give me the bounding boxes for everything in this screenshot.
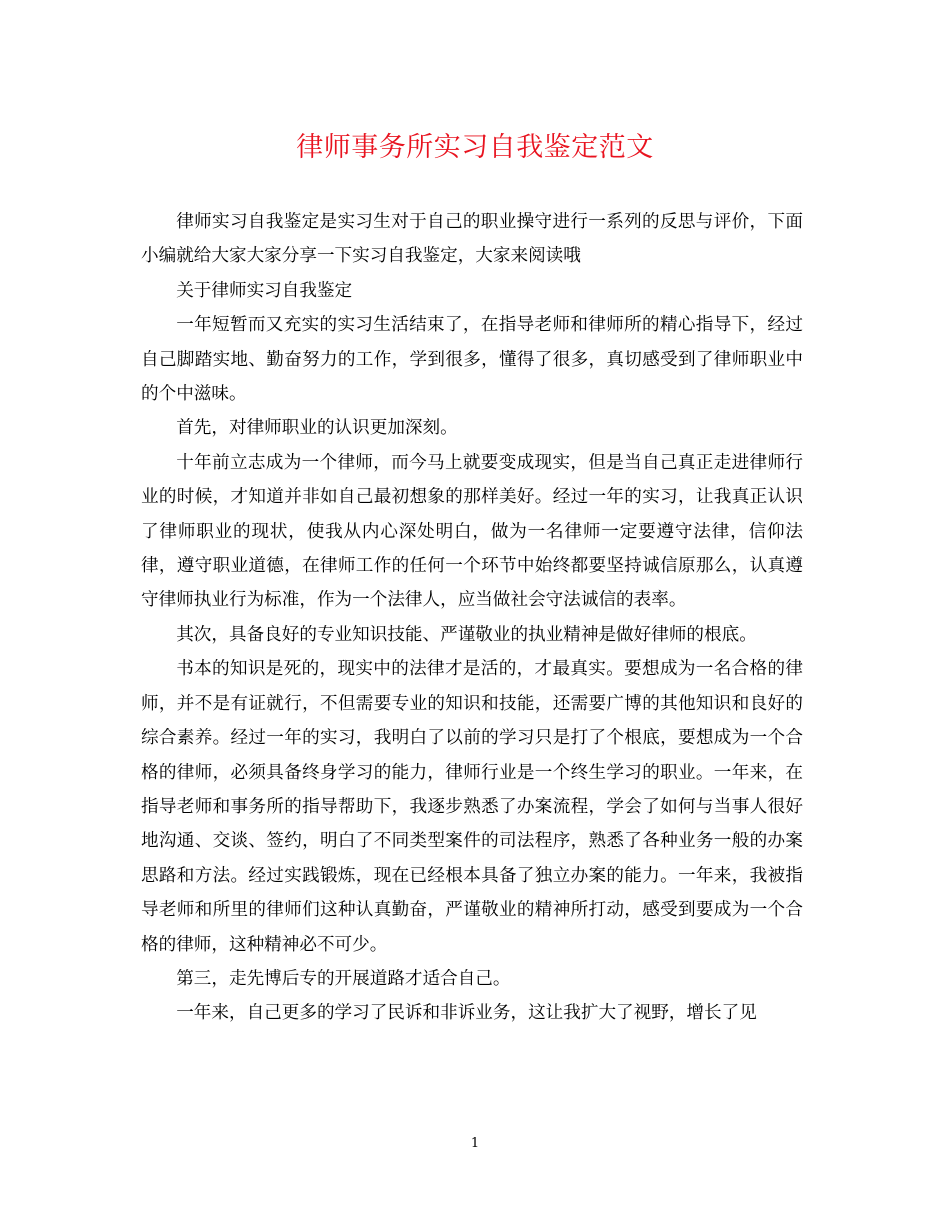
paragraph-point-first: 首先，对律师职业的认识更加深刻。	[176, 418, 458, 439]
document-body	[141, 205, 803, 1031]
paragraph-learning: 书本的知识是死的，现实中的法律才是活的，才最真实。要想成为一名合格的律师，并不是有证就行，不但需要专业的知识和技能，还需要广博的其他知识和良好的综合素养。经过一年的实习，我明白了以前的学习只是打了个根底，要想成为一个合格的律师，必须具备终身学习的能力，律师行业是一个终生学习的职业。一年来，在指导老师和事务所的指导帮助下，我逐步熟悉了办案流程，学会了如何与当事人很好地沟通、交谈、签约，明白了不同类型案件的司法程序，熟悉了各种业务一般的办案思路和方法。经过实践锻炼，现在已经根本具备了独立办案的能力。一年来，我被指导老师和所里的律师们这种认真勤奋，严谨敬业的精神所打动，感受到要成为一个合格的律师，这种精神必不可少。	[141, 659, 803, 955]
paragraph-summary: 一年短暂而又充实的实习生活结束了，在指导老师和律师所的精心指导下，经过自己脚踏实地、勤奋努力的工作，学到很多，懂得了很多，真切感受到了律师职业中的个中滋味。	[141, 315, 803, 405]
document-title: 律师事务所实习自我鉴定范文	[296, 132, 654, 163]
paragraph-practice: 一年来，自己更多的学习了民诉和非诉业务，这让我扩大了视野，增长了见	[176, 1003, 757, 1024]
page-number: 1	[470, 1136, 480, 1151]
paragraph-intro: 律师实习自我鉴定是实习生对于自己的职业操守进行一系列的反思与评价，下面小编就给大家大家分享一下实习自我鉴定，大家来阅读哦	[141, 212, 803, 267]
paragraph-point-second: 其次，具备良好的专业知识技能、严谨敬业的执业精神是做好律师的根底。	[176, 624, 757, 645]
paragraph-heading: 关于律师实习自我鉴定	[176, 280, 353, 301]
paragraph-career-reflection: 十年前立志成为一个律师，而今马上就要变成现实，但是当自己真正走进律师行业的时候，才知道并非如自己最初想象的那样美好。经过一年的实习，让我真正认识了律师职业的现状，使我从内心深处明白，做为一名律师一定要遵守法律，信仰法律，遵守职业道德，在律师工作的任何一个环节中始终都要坚持诚信原那么，认真遵守律师执业行为标准，作为一个法律人，应当做社会守法诚信的表率。	[141, 452, 803, 611]
paragraph-point-third: 第三，走先博后专的开展道路才适合自己。	[176, 968, 511, 989]
